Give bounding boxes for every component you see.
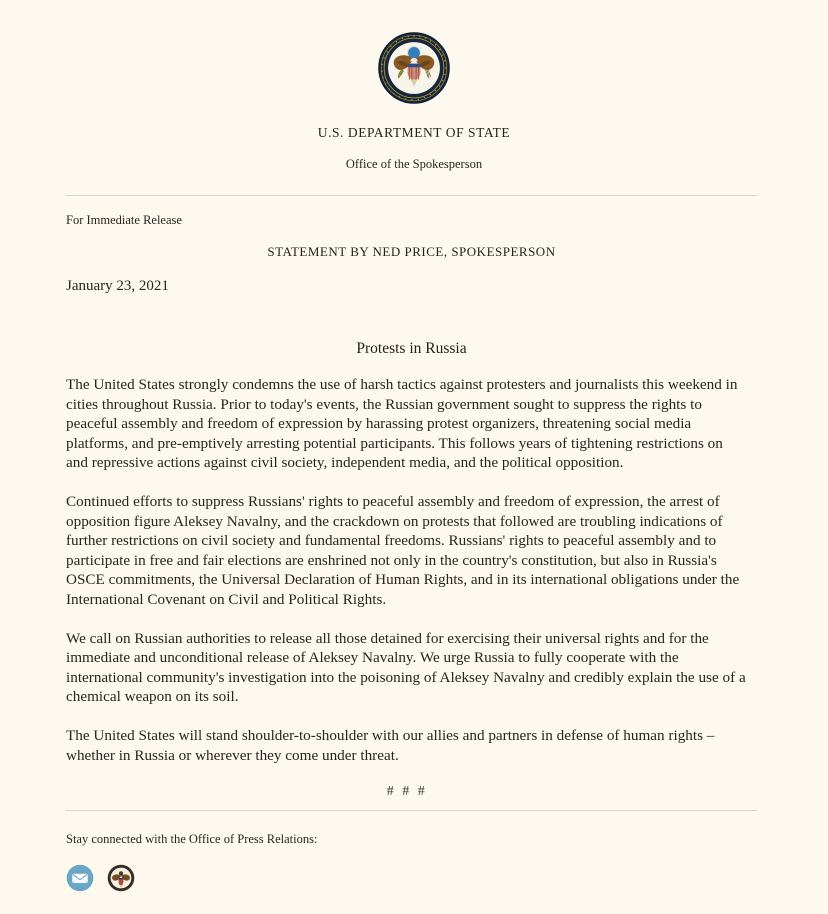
office-name: Office of the Spokesperson [345,157,483,171]
social-links-row [66,864,757,892]
end-of-statement-mark: # # # [386,784,428,800]
paragraph-1: The United States strongly condemns the use of harsh tactics against protesters and journalists this weekend in cities throughout Russia. Prior to today's events, the Russian government sought to suppress the rights to peaceful assembly and freedom of expression by harassing protest organizers, threatening social media platforms, and pre-emptively arresting potential participants. This follows years of tightening restrictions on and repressive actions against civil society, independent media, and the political opposition. [66,376,738,472]
paragraph-4: The United States will stand shoulder-to-shoulder with our allies and partners in defense of human rights – whether in Russia or wherever they come under threat. [66,726,715,764]
department-seal-icon [378,32,450,104]
email-icon[interactable] [66,864,94,892]
release-notice: For Immediate Release [66,213,182,227]
footer-divider [66,810,757,811]
header-divider [66,195,757,196]
state-dept-seal-icon[interactable] [107,864,135,892]
statement-byline: STATEMENT BY NED PRICE, SPOKESPERSON [267,244,556,259]
department-name: U.S. DEPARTMENT OF STATE [317,125,511,140]
release-date: January 23, 2021 [66,278,169,294]
masthead [0,0,828,172]
stay-connected-label: Stay connected with the Office of Press Relations: [66,832,318,846]
statement-title: Protests in Russia [356,340,467,357]
paragraph-3: We call on Russian authorities to release all those detained for exercising their universal rights and for the immediate and unconditional release of Aleksey Navalny. We urge Russia to fully cooperate with the international community's investigation into the poisoning of Aleksey Navalny and credibly explain the use of a chemical weapon on its soil. [66,629,746,706]
paragraph-2: Continued efforts to suppress Russians' rights to peaceful assembly and freedom of expression, the arrest of opposition figure Aleksey Navalny, and the crackdown on protests that followed are troubling indications of further restrictions on civil society and fundamental freedoms. Russians' rights to peaceful assembly and to participate in free and fair elections are enshrined not only in the country's constitution, but also in Russia's OSCE commitments, the Universal Declaration of Human Rights, and in its international obligations under the International Covenant on Civil and Political Rights. [66,492,740,608]
statement-body [66,375,748,800]
seal-container [0,32,828,104]
footer [66,832,757,892]
